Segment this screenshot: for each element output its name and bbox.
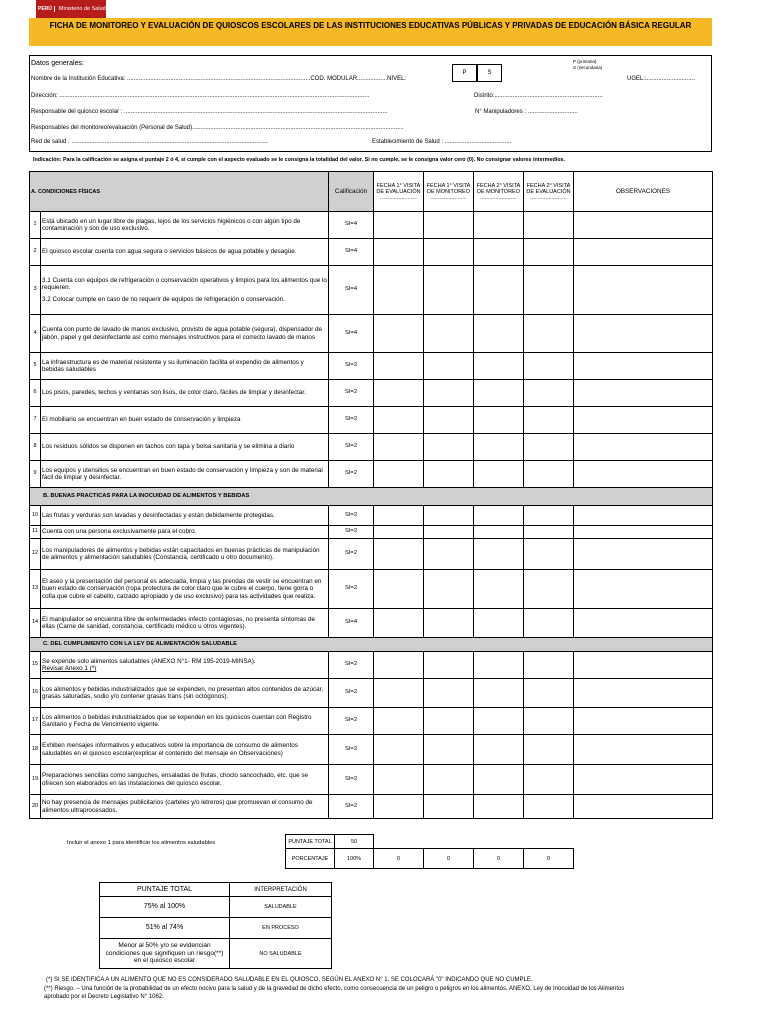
score-cell[interactable] [374, 506, 424, 526]
section-b-row [30, 488, 713, 506]
table-row: 18 Exhiben mensajes informativos y educativos sobre la importancia de consumo de alimentos saludables en el quiosco escolar(explicar el contenido del mensaje en Observaciones) SI=2 [30, 735, 713, 765]
score-cell[interactable] [524, 735, 574, 765]
score-cell[interactable] [374, 266, 424, 315]
table-row: 11 Cuenta con una persona exclusivamente para el cobro. SI=2 [30, 526, 713, 539]
score-cell[interactable] [474, 212, 524, 239]
observation-cell[interactable] [574, 609, 713, 638]
score-cell[interactable] [424, 708, 474, 735]
manipuladores-field[interactable]: N° Manipuladores : .............................. [475, 109, 578, 115]
visit-1-header: FECHA 1° VISITA DE EVALUACIÓN ........................ [374, 172, 424, 212]
score-cell[interactable] [424, 434, 474, 461]
score-cell[interactable] [424, 239, 474, 266]
interpretation-row: 75% al 100% SALUDABLE [100, 897, 332, 918]
observation-cell[interactable] [574, 652, 713, 679]
score-cell[interactable] [474, 652, 524, 679]
score-cell[interactable] [524, 407, 574, 434]
porcentaje-row [286, 849, 574, 869]
table-row: 20 No hay presencia de mensajes publicitarios (carteles y/o letreros) que promuevan el consumo de alimentos ultraprocesados. SI=2 [30, 795, 713, 819]
score-cell[interactable] [424, 765, 474, 795]
page-title: FICHA DE MONITOREO Y EVALUACIÓN DE QUIOSCOS ESCOLARES DE LAS INSTITUCIONES EDUCATIVAS PÚBLICAS Y PRIVADAS DE EDUCACIÓN BÁSICA REGULAR [29, 18, 712, 46]
porcentaje-value: 0 [424, 849, 474, 869]
calificacion-header: Calificación [329, 172, 374, 212]
score-cell[interactable] [424, 407, 474, 434]
score-cell[interactable] [474, 434, 524, 461]
interpretation-row: Menor al 50% y/o se evidencian condiciones que signifiquen un riesgo(**) en el quiosco escolar NO SALUDABLE [100, 939, 332, 969]
score-cell[interactable] [424, 526, 474, 539]
section-c-title: C. DEL CUMPLIMIENTO CON LA LEY DE ALIMENTACIÓN SALUDABLE [30, 638, 713, 652]
score-cell[interactable] [524, 434, 574, 461]
observation-cell[interactable] [574, 795, 713, 819]
distrito-field[interactable]: Distrito:................................................................. [474, 93, 603, 99]
score-cell[interactable] [474, 506, 524, 526]
direccion-field[interactable]: Dirección: .......................................................................................................................................................................................... [31, 93, 370, 99]
porcentaje-value: 0 [524, 849, 574, 869]
table-row: 12 Los manipuladores de alimentos y bebidas están capacitados en buenas prácticas de manipulación de alimentos y alimentación saludables (Constancia, certificado u otro documento). SI=2 [30, 539, 713, 570]
score-cell[interactable] [374, 765, 424, 795]
score-cell[interactable] [424, 795, 474, 819]
table-row: 5 La infraestructura es de material resistente y su iluminación facilita el expendio de alimentos y bebidas saludables SI=2 [30, 353, 713, 380]
establecimiento-field[interactable]: Establecimiento de Salud : ........................................ [372, 139, 512, 145]
score-cell[interactable] [524, 609, 574, 638]
score-cell[interactable] [424, 461, 474, 488]
logo-country: PERÚ [38, 6, 52, 12]
score-cell[interactable] [374, 735, 424, 765]
table-row: 19 Preparaciones sencillas como sanguches, ensaladas de frutas, choclo sancochado, etc. que se ofrecen son elaborados en las instalaciones del quiosco escolar. SI=2 [30, 765, 713, 795]
logo-ministry: Ministerio de Salud [54, 6, 106, 12]
score-cell[interactable] [374, 708, 424, 735]
score-cell[interactable] [474, 539, 524, 570]
observation-cell[interactable] [574, 407, 713, 434]
footnote-2: (**) Riesgo. – Una función de la probabilidad de un efecto nocivo para la salud y de la gravedad de dicho efecto, como consecuencia de un peligro o peligros en los alimentos. ANEXO. Ley de Inocuidad de los Alimentos aprobado por el Decreto Legislativo N° 1062. [44, 986, 625, 1000]
monitoreo-field[interactable]: Responsables del monitoreo/evaluación (Personal de Salud)............................................................................................................................... [31, 125, 404, 131]
score-cell[interactable] [424, 266, 474, 315]
table-row: 6 Los pisos, paredes, techos y ventanas son lisos, de color claro, fáciles de limpiar y desinfectar. SI=2 [30, 380, 713, 407]
table-row: 4 Cuenta con punto de lavado de manos exclusivo, provisto de agua potable (segura), dispensador de jabón, papel y gel desinfectante así como mensajes instructivos para el correcto lavado de manos SI=4 [30, 315, 713, 353]
score-cell[interactable] [524, 353, 574, 380]
level-s-box[interactable]: S [477, 64, 502, 82]
score-cell[interactable] [424, 506, 474, 526]
score-cell[interactable] [474, 266, 524, 315]
score-cell[interactable] [524, 380, 574, 407]
porcentaje-value: 0 [474, 849, 524, 869]
puntaje-row [286, 835, 574, 849]
interpretation-header [100, 883, 332, 897]
score-cell[interactable] [524, 708, 574, 735]
score-cell[interactable] [524, 239, 574, 266]
score-cell[interactable] [374, 795, 424, 819]
observation-cell[interactable] [574, 679, 713, 708]
anexo-note: Incluir el anexo 1 para identificar los alimentos saludables [67, 840, 216, 846]
score-cell[interactable] [474, 380, 524, 407]
score-cell[interactable] [374, 652, 424, 679]
section-c-row [30, 638, 713, 652]
minsa-logo [36, 0, 106, 18]
score-cell[interactable] [424, 212, 474, 239]
observation-cell[interactable] [574, 380, 713, 407]
general-heading: Datos generales: [31, 60, 84, 67]
interpretation-row: 51% al 74% EN PROCESO [100, 918, 332, 939]
score-cell[interactable] [374, 679, 424, 708]
score-cell[interactable] [524, 461, 574, 488]
general-data-box [29, 55, 712, 152]
table-header-row [30, 172, 713, 212]
level-note-s: S (secundaria) [573, 65, 603, 70]
observation-cell[interactable] [574, 539, 713, 570]
observation-cell[interactable] [574, 735, 713, 765]
table-row: 8 Los residuos sólidos se disponen en tachos con tapa y bolsa sanitaria y se elimina a diario SI=2 [30, 434, 713, 461]
score-cell[interactable] [524, 315, 574, 353]
table-row: 1 Está ubicado en un lugar libre de plagas, lejos de los servicios higiénicos o con algún tipo de contaminación y son de uso exclusivo. SI=4 [30, 212, 713, 239]
score-cell[interactable] [424, 380, 474, 407]
table-row: 10 Las frutas y verduras son lavadas y desinfectadas y están debidamente protegidas. SI=2 [30, 506, 713, 526]
score-cell[interactable] [524, 570, 574, 609]
porcentaje-value: 0 [374, 849, 424, 869]
score-cell[interactable] [524, 679, 574, 708]
score-cell[interactable] [524, 795, 574, 819]
score-cell[interactable] [474, 570, 524, 609]
score-cell[interactable] [374, 434, 424, 461]
score-cell[interactable] [474, 526, 524, 539]
visit-2-header: FECHA 1° VISITA DE MONITOREO ........................ [424, 172, 474, 212]
observation-cell[interactable] [574, 570, 713, 609]
observation-cell[interactable] [574, 461, 713, 488]
interpretation-table [99, 882, 332, 969]
score-cell[interactable] [474, 461, 524, 488]
observation-cell[interactable] [574, 315, 713, 353]
score-cell[interactable] [374, 239, 424, 266]
score-cell[interactable] [374, 461, 424, 488]
score-cell[interactable] [374, 212, 424, 239]
score-cell[interactable] [474, 795, 524, 819]
score-cell[interactable] [474, 708, 524, 735]
observation-cell[interactable] [574, 526, 713, 539]
observaciones-header: OBSERVACIONES [574, 172, 713, 212]
table-row: 3 3.1 Cuenta con equipos de refrigeración o conservación operativos y limpios para los alimentos que lo requieren. 3.2 Colocar cumple en caso de no requerir de equipos de refrigeración o conservación. SI=4 [30, 266, 713, 315]
observation-cell[interactable] [574, 765, 713, 795]
score-cell[interactable] [374, 353, 424, 380]
evaluation-table [29, 171, 713, 819]
observation-cell[interactable] [574, 212, 713, 239]
score-cell[interactable] [524, 526, 574, 539]
observation-cell[interactable] [574, 506, 713, 526]
observation-cell[interactable] [574, 708, 713, 735]
score-cell[interactable] [374, 609, 424, 638]
score-cell[interactable] [424, 679, 474, 708]
interp-col1-header: PUNTAJE TOTAL [100, 883, 230, 897]
table-row: 17 Los alimentos o bebidas industrializados que se expenden en los quioscos cuentan con Registro Sanitario y Fecha de Vencimiento vigente. SI=2 [30, 708, 713, 735]
score-cell[interactable] [374, 380, 424, 407]
score-cell[interactable] [424, 315, 474, 353]
red-field[interactable]: Red de salud : ...................................................................................................................... [31, 139, 269, 145]
score-cell[interactable] [374, 570, 424, 609]
level-note-p: P (primaria) [573, 59, 597, 64]
score-cell[interactable] [474, 679, 524, 708]
puntaje-value: 50 [335, 835, 374, 849]
score-cell[interactable] [424, 539, 474, 570]
porcentaje-label: PORCENTAJE [286, 849, 335, 869]
observation-cell[interactable] [574, 266, 713, 315]
score-cell[interactable] [474, 609, 524, 638]
score-cell[interactable] [374, 539, 424, 570]
score-cell[interactable] [474, 407, 524, 434]
score-cell[interactable] [374, 315, 424, 353]
score-cell[interactable] [474, 315, 524, 353]
score-cell[interactable] [524, 506, 574, 526]
score-cell[interactable] [474, 735, 524, 765]
section-b-title: B. BUENAS PRACTICAS PARA LA INOCUIDAD DE ALIMENTOS Y BEBIDAS [30, 488, 713, 506]
visit-3-header: FECHA 2° VISITA DE MONITOREO ........................ [474, 172, 524, 212]
score-cell[interactable] [474, 239, 524, 266]
level-p-box[interactable]: P [452, 64, 477, 82]
score-cell[interactable] [474, 353, 524, 380]
score-cell[interactable] [524, 266, 574, 315]
puntaje-label: PUNTAJE TOTAL [286, 835, 335, 849]
table-row: 2 El quiosco escolar cuenta con agua segura o servicios básicos de agua potable y desagüe. SI=4 [30, 239, 713, 266]
score-cell[interactable] [424, 735, 474, 765]
porcentaje-value: 100% [335, 849, 374, 869]
score-cell[interactable] [524, 212, 574, 239]
table-row: 14 El manipulador se encuentra libre de enfermedades infecto contagiosas, no presenta síntomas de ellas (Carne de sanidad, constancia, certificado médico u otros vigentes). SI=4 [30, 609, 713, 638]
score-cell[interactable] [524, 652, 574, 679]
observation-cell[interactable] [574, 434, 713, 461]
interp-col2-header: INTERPRETACIÓN [230, 883, 332, 897]
ugel-field[interactable]: UGEL:.............................. [627, 76, 696, 82]
totals-table [285, 834, 574, 869]
responsable-field[interactable]: Responsable del quiosco escolar : .............................................................................................................................................................. [31, 109, 388, 115]
score-cell[interactable] [524, 765, 574, 795]
score-cell[interactable] [524, 539, 574, 570]
table-row: 16 Los alimentos y bebidas industrializados que se expenden, no presentan altos contenidos de azúcar, grasas saturadas, sodio y/o contener grasas trans (sin octógonos). SI=2 [30, 679, 713, 708]
score-cell[interactable] [424, 353, 474, 380]
score-cell[interactable] [424, 570, 474, 609]
table-row: 13 El aseo y la presentación del personal es adecuada, limpia y las prendas de vestir se encuentran en buen estado de conservación (ropa protectora de color claro que le cubre el cuerpo, tiene gorra o cofia que cubre el cabello, calzado apropiado y de uso exclusivo) para las actividades que realiza. SI=2 [30, 570, 713, 609]
indicacion-text: Indicación: Para la calificación se asigna el puntaje 2 ó 4, si cumple con el aspecto evaluado se le consigna la totalidad del valor. Si no cumple, se le consigna valor cero (0). No consignar valores intermedios. [33, 157, 566, 163]
score-cell[interactable] [374, 526, 424, 539]
institution-field[interactable]: Nombre de la Institución Educativa: ..............................................................................................................COD. MODULAR..................NIVEL: [31, 76, 407, 82]
footnote-1: (*) SI SE IDENTIFICA A UN ALIMENTO QUE NO ES CONSIDERADO SALUDABLE EN EL QUIOSCO, SEGÚN EL ANEXO N° 1, SE COLOCARÁ "0" INDICANDO QUE NO CUMPLE. [46, 977, 533, 983]
score-cell[interactable] [424, 609, 474, 638]
score-cell[interactable] [424, 652, 474, 679]
score-cell[interactable] [474, 765, 524, 795]
table-row: 15 Se expende solo alimentos saludables (ANEXO N°1- RM 195-2019-MINSA). Revisar Anexo 1 (*) SI=2 [30, 652, 713, 679]
observation-cell[interactable] [574, 353, 713, 380]
visit-4-header: FECHA 2° VISITA DE EVALUACIÓN ........................ [524, 172, 574, 212]
section-a-title: A. CONDICIONES FÍSICAS [30, 172, 329, 212]
table-row: 9 Los equipos y utensilios se encuentran en buen estado de conservación y limpieza y son de material fácil de limpiar y desinfectar. SI=2 [30, 461, 713, 488]
score-cell[interactable] [374, 407, 424, 434]
table-row: 7 El mobiliario se encuentran en buen estado de conservación y limpieza SI=2 [30, 407, 713, 434]
observation-cell[interactable] [574, 239, 713, 266]
